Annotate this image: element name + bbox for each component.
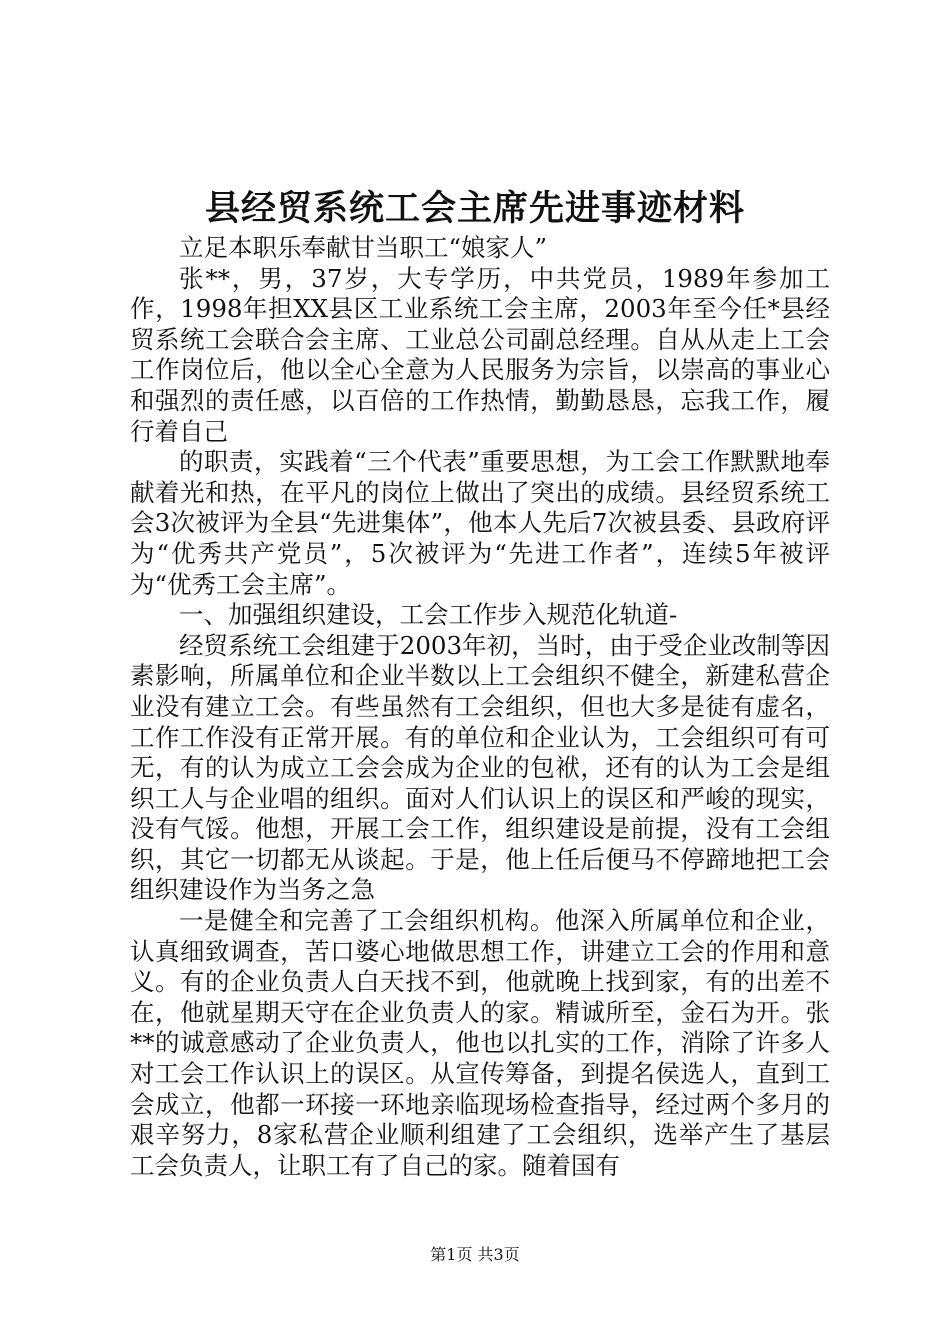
subtitle-paragraph: 立足本职乐奉献甘当职工“娘家人” (179, 233, 548, 262)
body-paragraph: 张**，男，37岁，大专学历，中共党员，1989年参加工作，1998年担XX县区工业系统工会主席，2003年至今任*县经贸系统工会联合会主席、工业总公司副总经理。自从从走上工会工作岗位后，他以全心全意为人民服务为宗旨，以崇高的事业心和强烈的责任感，以百倍的工作热情，勤勤恳恳，忘我工作，履行着自己 (130, 263, 830, 446)
page-footer: 第1页 共3页 (430, 1245, 520, 1264)
document-body (130, 233, 830, 1181)
body-paragraph: 的职责，实践着“三个代表”重要思想，为工会工作默默地奉献着光和热，在平凡的岗位上做出了突出的成绩。县经贸系统工会3次被评为全县“先进集体”，他本人先后7次被县委、县政府评为“优秀共产党员”，5次被评为“先进工作者”，连续5年被评为“优秀工会主席”。 (130, 447, 830, 599)
body-paragraph: 一是健全和完善了工会组织机构。他深入所属单位和企业，认真细致调查，苦口婆心地做思想工作，讲建立工会的作用和意义。有的企业负责人白天找不到，他就晚上找到家，有的出差不在，他就星期天守在企业负责人的家。精诚所至，金石为开。张**的诚意感动了企业负责人，他也以扎实的工作，消除了许多人对工会工作认识上的误区。从宣传筹备，到提名侯选人，直到工会成立，他都一环接一环地亲临现场检查指导，经过两个多月的艰辛努力，8家私营企业顺利组建了工会组织，选举产生了基层工会负责人，让职工有了自己的家。随着国有 (130, 906, 830, 1180)
body-paragraph: 经贸系统工会组建于2003年初，当时，由于受企业改制等因素影响，所属单位和企业半数以上工会组织不健全，新建私营企业没有建立工会。有些虽然有工会组织，但也大多是徒有虚名，工作工作没有正常开展。有的单位和企业认为，工会组织可有可无，有的认为成立工会会成为企业的包袱，还有的认为工会是组织工人与企业唱的组织。面对人们认识上的误区和严峻的现实，没有气馁。他想，开展工会工作，组织建设是前提，没有工会组织，其它一切都无从谈起。于是，他上任后便马不停蹄地把工会组织建设作为当务之急 (130, 630, 830, 905)
section-heading: 一、加强组织建设，工会工作步入规范化轨道- (179, 600, 678, 630)
document-title: 县经贸系统工会主席先进事迹材料 (204, 188, 745, 229)
